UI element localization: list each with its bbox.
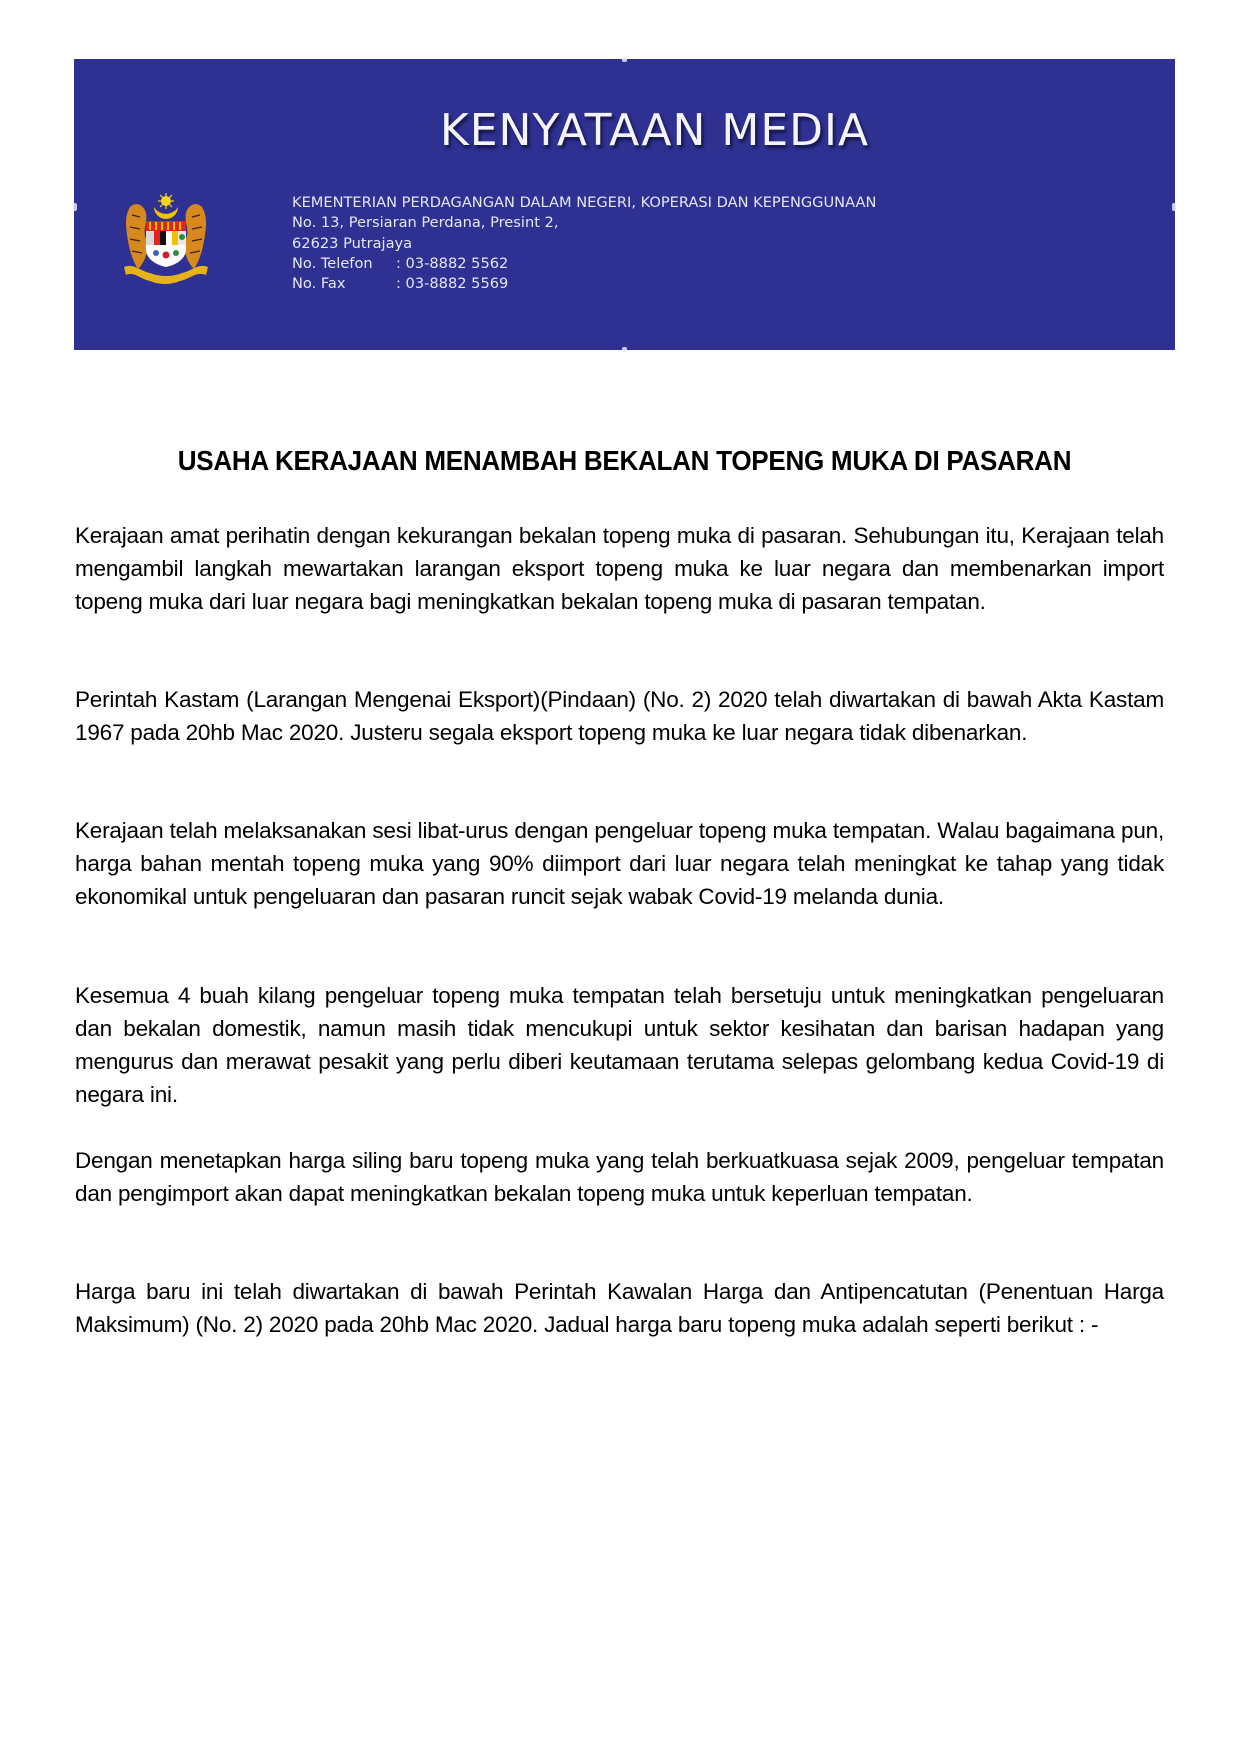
banner-edge-mark bbox=[622, 57, 627, 62]
coat-of-arms-icon bbox=[120, 193, 212, 287]
address-line-1: No. 13, Persiaran Perdana, Presint 2, bbox=[292, 214, 559, 232]
paragraph: Harga baru ini telah diwartakan di bawah Perintah Kawalan Harga dan Antipencatutan (Penentuan Harga Maksimum) (No. 2) 2020 pada 20hb Mac 2020. Jadual harga baru topeng muka adalah seperti berikut : - bbox=[75, 1279, 1164, 1337]
paragraph: Kerajaan amat perihatin dengan kekurangan bekalan topeng muka di pasaran. Sehubungan itu, Kerajaan telah mengambil langkah mewartakan larangan eksport topeng muka ke luar negara dan membenarkan import topeng muka dari luar negara bagi meningkatkan bekalan topeng muka di pasaran tempatan. bbox=[75, 523, 1164, 614]
fax-label: No. Fax bbox=[292, 275, 346, 293]
fax-value: : 03-8882 5569 bbox=[396, 275, 509, 293]
paragraph: Dengan menetapkan harga siling baru topeng muka yang telah berkuatkuasa sejak 2009, pengeluar tempatan dan pengimport akan dapat meningkatkan bekalan topeng muka untuk keperluan tempatan. bbox=[75, 1148, 1164, 1206]
ministry-contact-block bbox=[292, 193, 876, 294]
banner-title: KENYATAAN MEDIA bbox=[439, 105, 870, 156]
fax-row bbox=[292, 274, 876, 294]
document-title: USAHA KERAJAAN MENAMBAH BEKALAN TOPENG MUKA DI PASARAN bbox=[177, 445, 1072, 476]
paragraph: Perintah Kastam (Larangan Mengenai Eksport)(Pindaan) (No. 2) 2020 telah diwartakan di bawah Akta Kastam 1967 pada 20hb Mac 2020. Justeru segala eksport topeng muka ke luar negara tidak dibenarkan. bbox=[75, 687, 1164, 745]
banner-edge-mark bbox=[622, 347, 627, 352]
banner-edge-mark bbox=[1172, 203, 1176, 211]
phone-row bbox=[292, 254, 876, 274]
address-line-2: 62623 Putrajaya bbox=[292, 234, 413, 252]
phone-value: : 03-8882 5562 bbox=[396, 254, 509, 272]
media-statement-banner bbox=[74, 59, 1175, 350]
paragraph: Kesemua 4 buah kilang pengeluar topeng muka tempatan telah bersetuju untuk meningkatkan pengeluaran dan bekalan domestik, namun masih tidak mencukupi untuk sektor kesihatan dan barisan hadapan yang mengurus dan merawat pesakit yang perlu diberi keutamaan terutama selepas gelombang kedua Covid-19 di negara ini. bbox=[75, 983, 1164, 1107]
paragraph: Kerajaan telah melaksanakan sesi libat-urus dengan pengeluar topeng muka tempatan. Walau bagaimana pun, harga bahan mentah topeng muka yang 90% diimport dari luar negara telah meningkat ke tahap yang tidak ekonomikal untuk pengeluaran dan pasaran runcit sejak wabak Covid-19 melanda dunia. bbox=[75, 818, 1164, 909]
banner-edge-mark bbox=[73, 203, 77, 211]
ministry-name: KEMENTERIAN PERDAGANGAN DALAM NEGERI, KOPERASI DAN KEPENGGUNAAN bbox=[292, 194, 877, 211]
phone-label: No. Telefon bbox=[292, 254, 373, 272]
